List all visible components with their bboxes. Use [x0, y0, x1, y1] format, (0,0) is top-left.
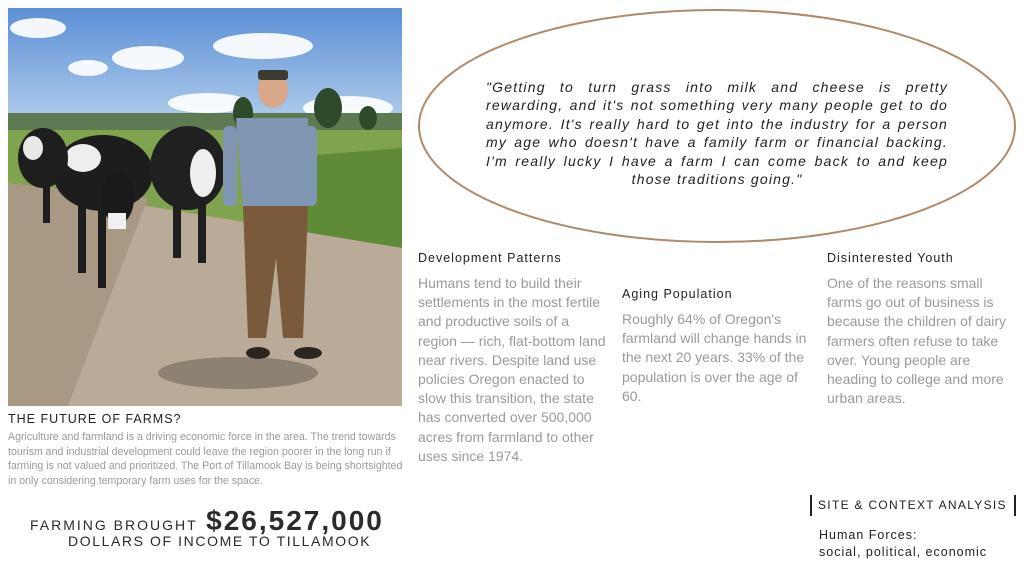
farm-photo	[8, 8, 402, 406]
income-statement	[30, 505, 384, 549]
development-patterns-body: Humans tend to build their settlements in the most fertile and productive soils of a region — rich, flat-bottom land near rivers. Despite land use policies Oregon enacted to slow this transition, the state has converted over 500,000 acres from farmland to other uses since 1974.	[418, 275, 606, 464]
aging-population-heading: Aging Population	[622, 287, 733, 301]
future-of-farms-heading: THE FUTURE OF FARMS?	[8, 412, 182, 426]
development-patterns-heading: Development Patterns	[418, 251, 562, 265]
human-forces	[819, 527, 987, 561]
aging-population-body: Roughly 64% of Oregon's farmland will change hands in the next 20 years. 33% of the population is over the age of 60.	[622, 311, 807, 404]
future-of-farms-body: Agriculture and farmland is a driving economic force in the area. The trend towards tourism and industrial development could leave the region poorer in the long run if farming is not valued and prioritized. The Port of Tillamook Bay is being shortsighted in only considering temporary farm uses for the space.	[8, 431, 403, 487]
human-forces-title: Human Forces:	[819, 528, 918, 542]
disinterested-youth-body: One of the reasons small farms go out of business is because the children of dairy farmers often refuse to take over. Young people are heading to college and more urban areas.	[827, 275, 1006, 407]
farm-photo-illustration	[8, 8, 402, 406]
income-prefix: FARMING BROUGHT	[30, 517, 198, 533]
income-amount: $26,527,000	[206, 505, 384, 536]
disinterested-youth-heading: Disinterested Youth	[827, 251, 954, 265]
farmer-quote: "Getting to turn grass into milk and cheese is pretty rewarding, and it's not something very many people get to do anymore. It's really hard to get into the industry for a person my age who doesn't have a family farm or financial backing. I'm really lucky I have a farm I can come back to and keep those traditions going."	[486, 79, 948, 188]
income-suffix: DOLLARS OF INCOME TO TILLAMOOK	[68, 533, 372, 549]
site-context-title: SITE & CONTEXT ANALYSIS	[818, 498, 1007, 512]
site-label-right-bar	[1014, 495, 1016, 516]
site-context-label	[810, 495, 1016, 516]
site-label-left-bar	[810, 495, 812, 516]
human-forces-list: social, political, economic	[819, 545, 988, 559]
